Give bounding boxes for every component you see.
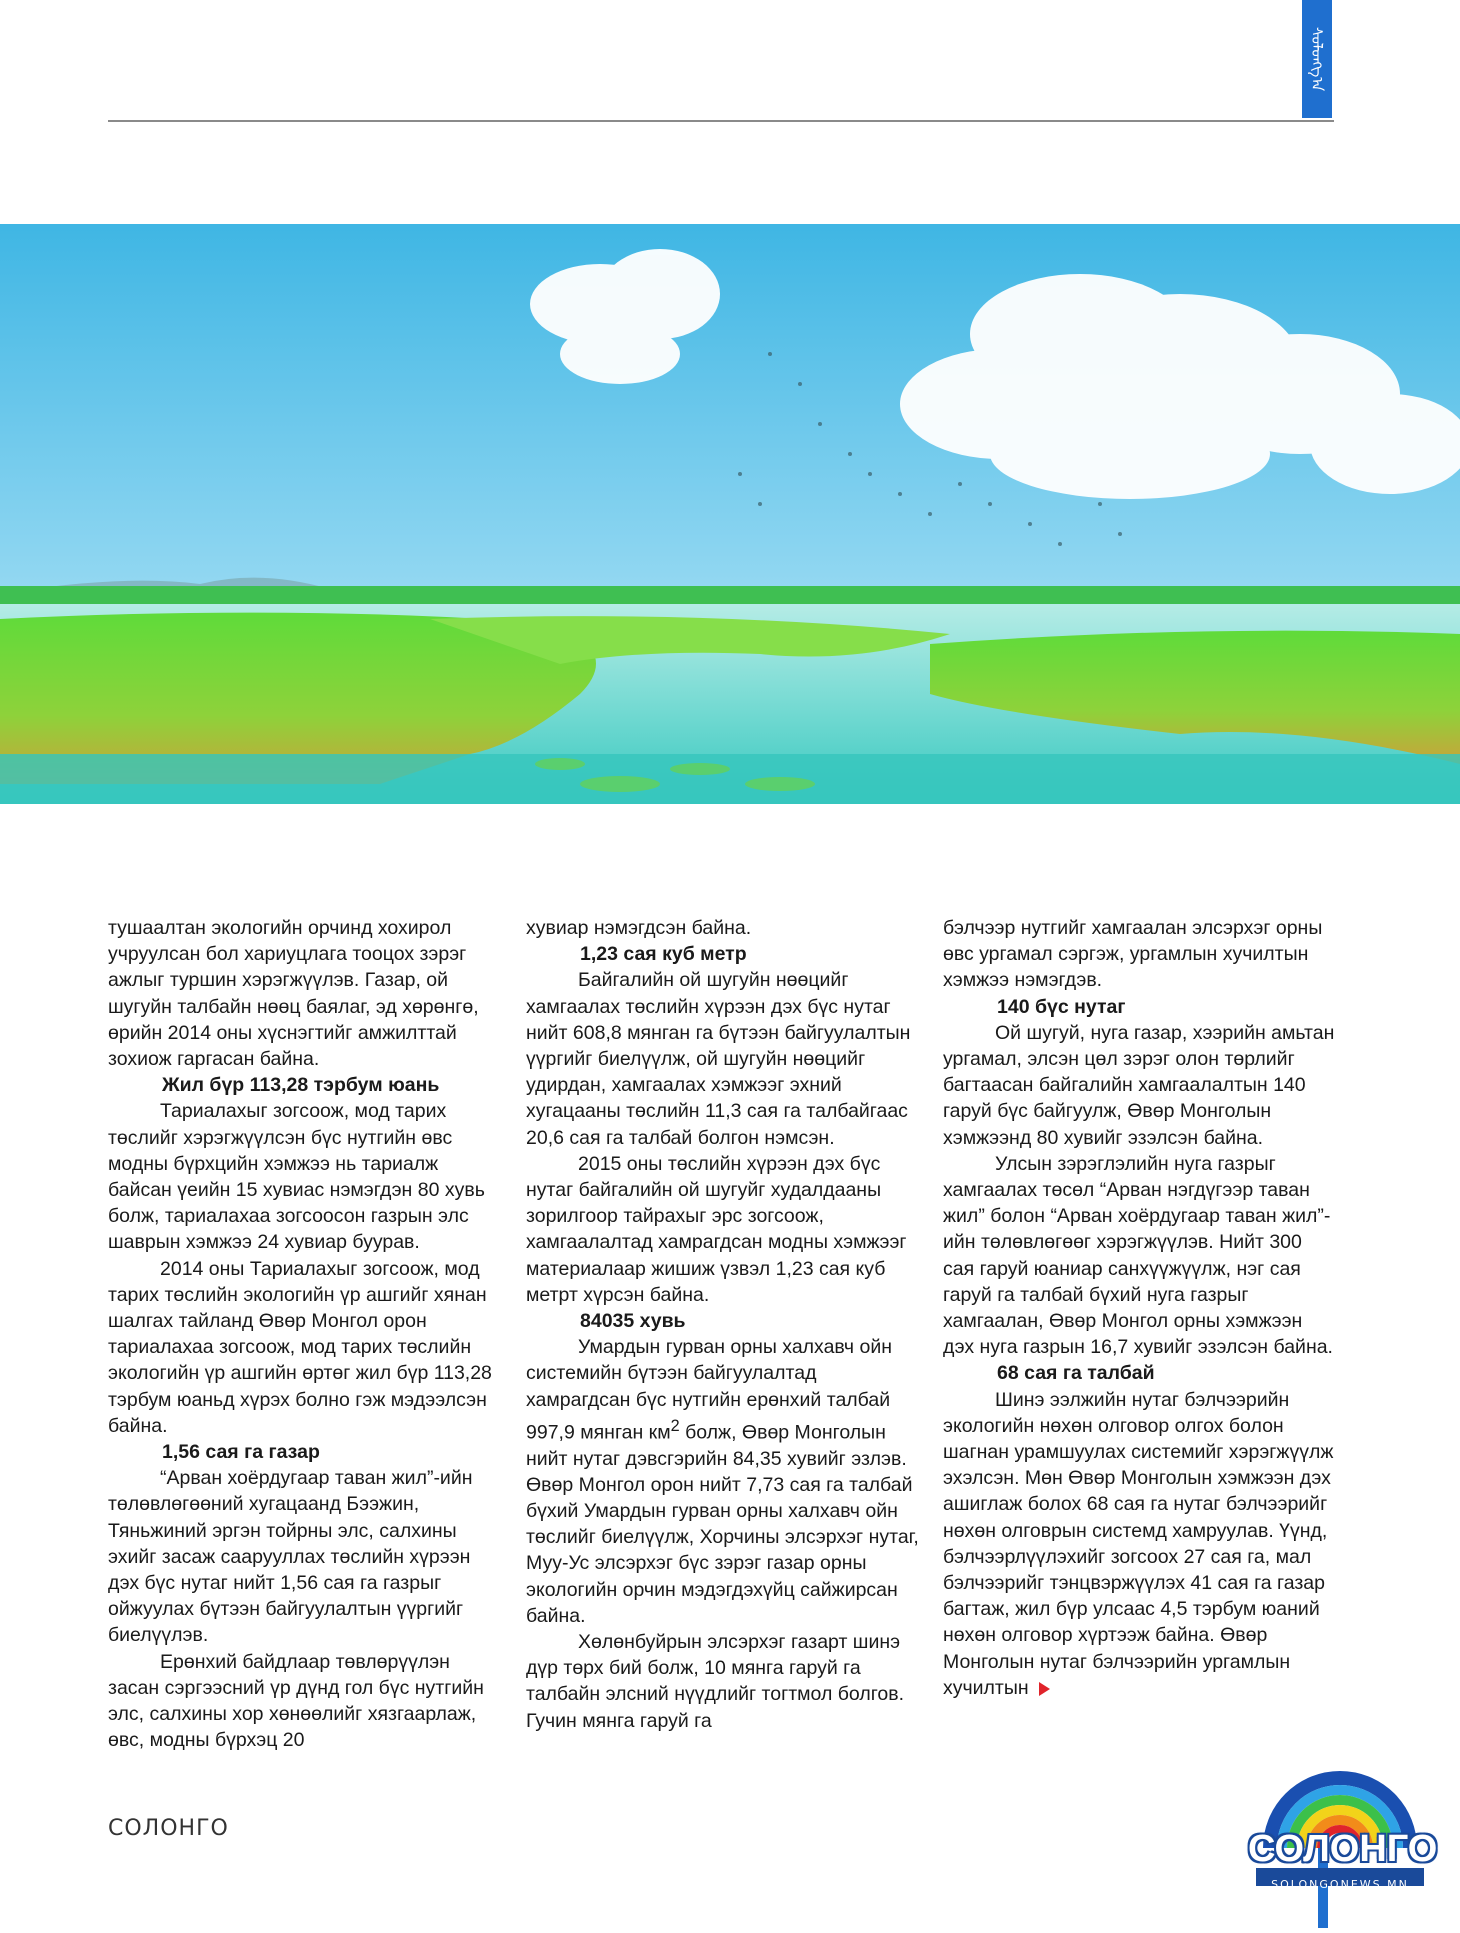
paragraph-part: Шинэ ээлжийн нутаг бэлчээрийн экологийн нөхөн олговор олгох болон шагнан урамшуулах системийг хэрэгжүүлж эхэлсэн. Мөн Өвөр Монголын хэмжээн дэх ашиглаж болох 68 сая га нутаг бэлчээрийг нөхөн олговрын системд хамруулав. Үүнд, бэлчээрлүүлэхийг зогсоох 27 сая га, мал бэлчээрийг тэнцвэржүүлэх 41 сая га газар багтаж, жил бүр улсаас 4,5 тэрбум юаний нөхөн олговор хүртээж байна. Өвөр Монголын нутаг бэлчээрийн ургамлын хучилтын [943,1388,1334,1699]
header-rule [108,120,1334,122]
paragraph: бэлчээр нутгийг хамгаалан элсэрхэг орны өвс ургамал сэргэж, ургамлын хучилтын хэмжээ нэмэгдэв. [943,917,1323,992]
subheading: 1,56 сая га газар [162,1441,320,1464]
subheading: 140 бүс нутаг [997,995,1126,1018]
paragraph: хувиар нэмэгдсэн байна. [526,917,752,939]
paragraph: Байгалийн ой шугуйн нөөцийг хамгаалах төслийн хүрээн дэх бүс нутаг нийт 608,8 мянган га бүтээн байгуулалтын үүргийг биелүүлж, ой шугуйн нөөцийг удирдан, хамгаалах хэмжээг эхний хугацааны төслийн 11,3 сая га талбайгаас 20,6 сая га талбай болгон нэмсэн. [526,969,911,1149]
logo-url: SOLONGONEWS.MN [1271,1878,1409,1891]
magazine-name: СОЛОНГО [108,1816,229,1841]
paragraph [526,1334,921,1629]
paragraph: Ой шугуй, нуга газар, хээрийн амьтан ургамал, элсэн цөл зэрэг олон төрлийг багтаасан байгалийн хамгаалалтын 140 гаруй бүс байгуулж, Өвөр Монголын хэмжээнд 80 хувийг эзэлсэн байна. [943,1021,1335,1149]
logo-wordmark: СОЛОНГО [1248,1828,1438,1870]
wetland-photo [0,224,1460,804]
paragraph: 2014 оны Тариалахыг зогсоож, мод тарих төслийн экологийн үр ашгийг хянан шалгах тайланд Өвөр Монгол орон тариалахаа зогсоож, мод тарих төслийн экологийн үр ашгийн өртөг жил бүр 113,28 тэрбум юаньд хүрэх болно гэж мэдээлсэн байна. [108,1257,492,1437]
paragraph-part: Умардын гурван орны халхавч ойн системийн бүтээн байгуулалтад хамрагдсан бүс нутгийн ерөнхий талбай 997,9 мянган км [526,1336,892,1444]
section-tab-label: ᠰᠣᠯᠣᠩᠭ᠎ᠠ [1308,26,1326,92]
subheading: 1,23 сая куб метр [580,943,747,966]
paragraph: 2015 оны төслийн хүрээн дэх бүс нутаг байгалийн ой шугуйг худалдааны зорилгоор тайрахыг эрс зогсоож, хамгаалалтад хамрагдсан модны хэмжээг материалаар жишиж үзвэл 1,23 сая куб метрт хүрсэн байна. [526,1152,907,1306]
paragraph: Ерөнхий байдлаар төвлөрүүлэн засан сэргээсний үр дүнд гол бүс нутгийн элс, салхины хор хөнөөлийг хязгаарлаж, өвс, модны бүрхэц 20 [108,1650,484,1752]
paragraph: “Арван хоёрдугаар таван жил”-ийн төлөвлөгөөний хугацаанд Бээжин, Тяньжиний эргэн тойрны элс, салхины эхийг засаж саарууллах төслийн хүрээн дэх бүс нутаг нийт 1,56 сая га газрыг ойжуулах бүтээн байгуулалтын үүргийг биелүүлэв. [108,1467,473,1647]
article-column-2 [526,915,921,1734]
article-column-1 [108,915,503,1754]
subheading: 84035 хувь [580,1310,686,1333]
paragraph: Хөлөнбуйрын элсэрхэг газарт шинэ дүр төрх бий болж, 10 мянга гаруй га талбайн элсний нүүдлийг тогтмол болгов. Гучин мянга гаруй га [526,1630,905,1732]
paragraph: тушаалтан экологийн орчинд хохирол учруулсан бол хариуцлага тооцох зэрэг ажлыг туршин хэрэгжүүлэв. Газар, ой шугуйн талбайн нөөц баялаг, эд хөрөнгө, өрийн 2014 оны хүснэгтийг амжилттай зохиож гаргасан байна. [108,917,479,1071]
subheading: Жил бүр 113,28 тэрбум юань [162,1074,440,1097]
paragraph-part: болж, Өвөр Монголын нийт нутаг дэвсгэрийн 84,35 хувийг эзлэв. Өвөр Монгол орон нийт 7,73 сая га талбай бүхий Умардын гурван орны халхавч ойн төслийг биелүүлж, Хорчины элсэрхэг нутаг, Муу-Ус элсэрхэг бүс зэрэг газар орны экологийн орчин мэдэгдэхүйц сайжирсан байна. [526,1421,919,1627]
wetland-landscape-image [0,224,1460,804]
subheading: 68 сая га талбай [997,1362,1155,1385]
section-tab [1302,0,1332,118]
article-column-3 [943,915,1338,1701]
paragraph: Улсын зэрэглэлийн нуга газрыг хамгаалах төсөл “Арван нэгдүгээр таван жил” болон “Арван хоёрдугаар таван жил”-ийн төлөвлөгөөг хэрэгжүүлэв. Нийт 300 сая гаруй юаниар санхүүжүүлж, нэг сая гаруй га талбай бүхий нуга газрыг хамгаалан, Өвөр Монгол орны хэмжээн дэх нуга газрын 16,7 хувийг эзэлсэн байна. [943,1152,1333,1359]
paragraph [943,1387,1338,1701]
solongo-logo [1248,1728,1438,1928]
superscript: 2 [670,1416,680,1435]
paragraph: Тариалахыг зогсоож, мод тарих төслийг хэрэгжүүлсэн бүс нутгийн өвс модны бүрхцийн хэмжээ нь тариалж байсан үеийн 15 хувиас нэмэгдэн 80 хувь болж, тариалахаа зогсоосон газрын элс шаврын хэмжээ 24 хувиар буурав. [108,1100,485,1254]
continue-arrow-icon [1039,1682,1050,1696]
